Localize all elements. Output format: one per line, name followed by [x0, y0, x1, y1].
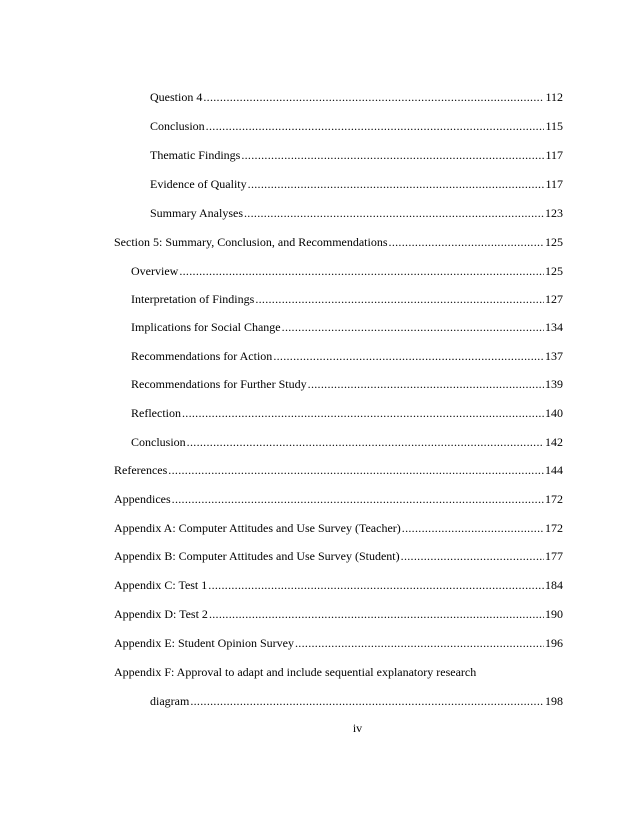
toc-entry-page: 172	[545, 492, 563, 506]
toc-entry-page: 127	[545, 292, 563, 306]
toc-entry-label: Appendix A: Computer Attitudes and Use Survey (Teacher)	[114, 521, 401, 535]
dot-leader	[203, 90, 544, 104]
toc-entry-label: Appendix B: Computer Attitudes and Use Survey (Student)	[114, 549, 400, 563]
toc-entry-page: 134	[545, 320, 563, 334]
toc-entry-label: Interpretation of Findings	[131, 292, 255, 306]
toc-entry-appendix-b	[114, 549, 563, 563]
toc-entry-appendices	[114, 492, 563, 506]
toc-entry-page: 123	[545, 206, 563, 220]
toc-entry-label: Overview	[131, 264, 179, 278]
toc-entry-label: diagram	[150, 694, 190, 708]
dot-leader	[248, 177, 545, 191]
toc-entry-reflection	[131, 406, 563, 420]
toc-entry-label: Conclusion	[150, 119, 205, 133]
dot-leader	[282, 320, 544, 334]
toc-entry-label: References	[114, 463, 168, 477]
dot-leader	[182, 406, 544, 420]
dot-leader	[187, 435, 544, 449]
toc-entry-page: 117	[545, 148, 563, 162]
toc-entry-page: 142	[545, 435, 563, 449]
toc-entry-page: 190	[545, 607, 563, 621]
toc-entry-appendix-e	[114, 636, 563, 650]
toc-entry-implications-for-social-change	[131, 320, 563, 334]
toc-entry-overview	[131, 264, 563, 278]
dot-leader	[308, 377, 544, 391]
dot-leader	[401, 549, 544, 563]
toc-entry-label: Question 4	[150, 90, 203, 104]
toc-entry-page: 196	[545, 636, 563, 650]
toc-entry-label: Appendices	[114, 492, 171, 506]
toc-entry-summary-analyses	[150, 206, 563, 220]
toc-entry-label: Conclusion	[131, 435, 186, 449]
dot-leader	[241, 148, 544, 162]
dot-leader	[172, 492, 544, 506]
toc-entry-page: 125	[545, 264, 563, 278]
toc-entry-references	[114, 463, 563, 477]
toc-entry-page: 144	[545, 463, 563, 477]
toc-entry-label: Section 5: Summary, Conclusion, and Recommendations	[114, 235, 388, 249]
toc-entry-page: 112	[545, 90, 563, 104]
dot-leader	[168, 463, 544, 477]
toc-entry-label: Implications for Social Change	[131, 320, 281, 334]
toc-entry-page: 177	[545, 549, 563, 563]
toc-entry-evidence-of-quality	[150, 177, 563, 191]
toc-entry-appendix-f-continuation	[150, 694, 563, 708]
toc-entry-page: 117	[545, 177, 563, 191]
toc-entry-page: 184	[545, 578, 563, 592]
dot-leader	[255, 292, 544, 306]
toc-entry-label: Appendix C: Test 1	[114, 578, 208, 592]
dot-leader	[209, 607, 544, 621]
toc-entry-thematic-findings	[150, 148, 563, 162]
dot-leader	[206, 119, 545, 133]
page-number: iv	[352, 721, 363, 735]
dot-leader	[295, 636, 544, 650]
toc-entry-label: Recommendations for Action	[131, 349, 273, 363]
toc-entry-section-5	[114, 235, 563, 249]
toc-entry-page: 140	[545, 406, 563, 420]
toc-entry-conclusion-section-5	[131, 435, 563, 449]
toc-entry-recommendations-for-further-study	[131, 377, 563, 391]
toc-entry-page: 139	[545, 377, 563, 391]
toc-entry-label: Reflection	[131, 406, 181, 420]
dot-leader	[179, 264, 544, 278]
toc-entry-conclusion	[150, 119, 563, 133]
dot-leader	[244, 206, 544, 220]
toc-entry-recommendations-for-action	[131, 349, 563, 363]
dot-leader	[190, 694, 544, 708]
toc-entry-interpretation-of-findings	[131, 292, 563, 306]
dot-leader	[273, 349, 544, 363]
toc-entry-label: Thematic Findings	[150, 148, 241, 162]
toc-entry-label: Summary Analyses	[150, 206, 243, 220]
toc-entry-label: Appendix E: Student Opinion Survey	[114, 636, 294, 650]
dot-leader	[402, 521, 544, 535]
toc-entry-page: 115	[545, 119, 563, 133]
toc-entry-page: 198	[545, 694, 563, 708]
toc-entry-page: 125	[545, 235, 563, 249]
dot-leader	[389, 235, 544, 249]
toc-entry-question-4	[150, 90, 563, 104]
toc-entry-appendix-f-title: Appendix F: Approval to adapt and include sequential explanatory research	[114, 665, 477, 679]
dot-leader	[208, 578, 544, 592]
toc-entry-page: 137	[545, 349, 563, 363]
toc-entry-appendix-d	[114, 607, 563, 621]
toc-entry-label: Evidence of Quality	[150, 177, 247, 191]
toc-entry-page: 172	[545, 521, 563, 535]
toc-entry-appendix-a	[114, 521, 563, 535]
toc-entry-label: Recommendations for Further Study	[131, 377, 307, 391]
toc-entry-label: Appendix D: Test 2	[114, 607, 208, 621]
toc-entry-appendix-c	[114, 578, 563, 592]
